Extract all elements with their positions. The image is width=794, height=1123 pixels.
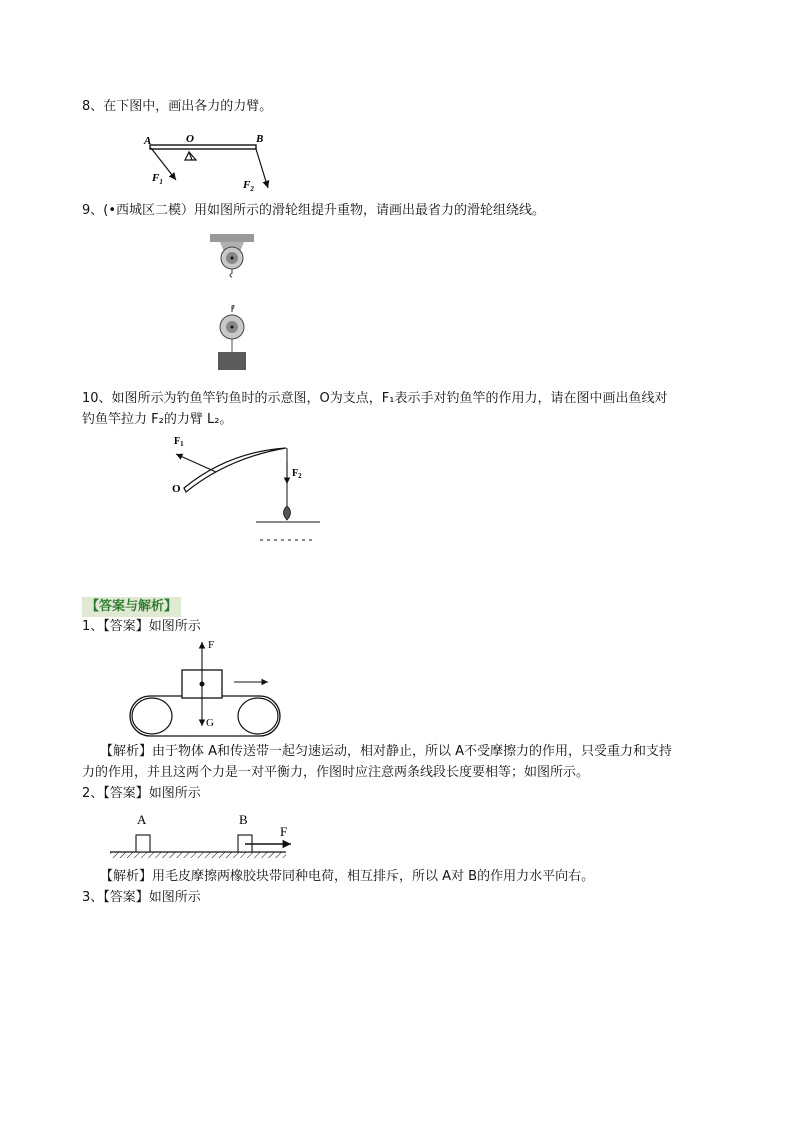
answer-1: 1、【答案】如图所示 [82, 619, 201, 634]
fishing-rod-diagram [168, 432, 328, 548]
question-9-text: 9、(•西城区二模）用如图所示的滑轮组提升重物，请画出最省力的滑轮组绕线。 [82, 203, 546, 218]
answer-2: 2、【答案】如图所示 [82, 786, 201, 801]
conveyor-belt-diagram [126, 636, 286, 738]
label-F: F [208, 639, 215, 651]
charged-blocks-diagram [108, 806, 298, 862]
label-B: B [239, 812, 248, 827]
force-f2-arrow [256, 149, 268, 188]
block-A [136, 835, 150, 852]
label-O: O [172, 483, 181, 495]
ceiling-mount [210, 234, 254, 242]
label-A: A [137, 812, 147, 827]
label-B: B [256, 133, 264, 145]
fish-icon [284, 506, 291, 520]
label-F2: $F_2$ [243, 179, 254, 193]
label-F2: $F_2$ [292, 468, 302, 480]
fixed-pulley-axle [231, 257, 234, 260]
belt-roller-left [132, 698, 172, 734]
analysis-1-line-1: 【解析】由于物体 A和传送带一起匀速运动，相对静止，所以 A不受摩擦力的作用，只受重力和支持 [100, 744, 673, 759]
lever-diagram [140, 128, 280, 194]
label-F1: $F_1$ [152, 172, 163, 186]
label-F: F [280, 824, 288, 839]
answer-3: 3、【答案】如图所示 [82, 890, 201, 905]
belt-roller-right [238, 698, 278, 734]
movable-pulley-hook [232, 306, 234, 313]
lever-bar [150, 145, 256, 149]
fixed-pulley-hook [230, 269, 232, 277]
pulley-system-diagram [208, 232, 258, 376]
label-G: G [206, 717, 214, 729]
analysis-2: 【解析】用毛皮摩擦两橡胶块带同种电荷，相互排斥，所以 A对 B的作用力水平向右。 [100, 869, 595, 884]
label-O: O [186, 133, 194, 145]
conveyor-belt [130, 696, 280, 736]
movable-pulley-axle [231, 326, 234, 329]
weight-block [218, 352, 246, 370]
question-10-line-1: 10、如图所示为钓鱼竿钓鱼时的示意图，O为支点，F₁表示手对钓鱼竿的作用力，请在图中画出鱼线对 [82, 391, 668, 406]
label-F1: $F_1$ [174, 436, 184, 448]
force-f1-arrow [176, 454, 216, 472]
fulcrum-triangle [185, 152, 196, 160]
label-A: A [144, 135, 152, 147]
question-8-text: 8、在下图中，画出各力的力臂。 [82, 99, 273, 114]
fishing-rod [184, 448, 286, 492]
ground-hatching [110, 852, 286, 858]
answers-header: 【答案与解析】 [82, 597, 181, 617]
analysis-1-line-2: 力的作用，并且这两个力是一对平衡力，作图时应注意两条线段长度要相等；如图所示。 [82, 765, 590, 780]
question-10-line-2: 钓鱼竿拉力 F₂的力臂 L₂。 [82, 412, 233, 427]
